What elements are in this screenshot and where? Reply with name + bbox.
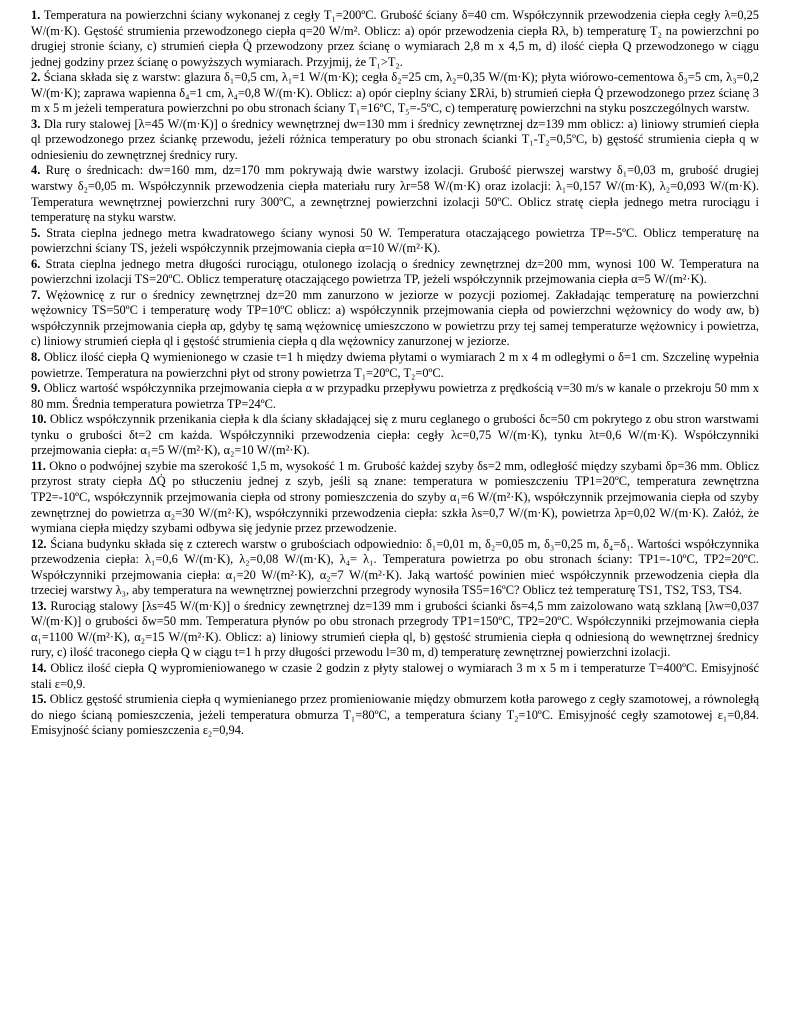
problem-number: 13. (31, 598, 47, 613)
problem-text: Oblicz ilość ciepła Q wypromieniowanego w czasie 2 godzin z płyty stalowej o wymiarach 3 m x 5 m i temperaturze T=400ºC. Emisyjność stali ε=0,9. (31, 660, 759, 691)
problem-item (31, 599, 759, 661)
problem-item (31, 117, 759, 164)
problem-text: Oblicz gęstość strumienia ciepła q wymienianego przez promieniowanie między obmurzem kotła parowego z cegły szamotowej, a równoległą do niego ścianą pomieszczenia, jeżeli temperatura obmurza T₁=80ºC, a temperatura ściany T₂=10ºC. Emisyjność cegły szamotowej ε₁=0,84. Emisyjność ściany pomieszczenia ε₂=0,94. (31, 692, 759, 738)
problem-text: Oblicz wartość współczynnika przejmowania ciepła α w przypadku przepływu powietrza z prędkością v=30 m/s w kanale o przekroju 50 mm x 80 mm. Średnia temperatura powietrza TP=24ºC. (31, 381, 759, 411)
problem-item (31, 661, 759, 692)
problem-number: 1. (31, 8, 41, 22)
problem-number: 9. (31, 381, 41, 396)
problem-item (31, 381, 759, 412)
problem-item (31, 163, 759, 225)
problem-item (31, 412, 759, 459)
problem-text: Temperatura na powierzchni ściany wykonanej z cegły T₁=200ºC. Grubość ściany δ=40 cm. Współczynnik przewodzenia ciepła cegły λ=0,25 W/(m·K). Gęstość strumienia przewodzonego ciepła q=20 W/m². Oblicz: a) opór przewodzenia ciepła Rλ, b) temperaturę T₂ na powierzchni po drugiej stronie ściany, c) strumień ciepła Q̇ przewodzony przez ścianę o wymiarach 2,8 m x 4,5 m, d) ilość ciepła Q przewodzonego w ciągu jednej godziny przez ścianę o powyższych wymiarach. Przyjmij, że T₁>T₂. (31, 8, 760, 69)
problem-text: Okno o podwójnej szybie ma szerokość 1,5 m, wysokość 1 m. Grubość każdej szyby δs=2 mm, odległość między szybami δp=36 mm. Oblicz przyrost straty ciepła ΔQ̇ po stłuczeniu jednej z szyb, jeśli są znane: temperatura w pomieszczeniu TP1=20ºC, temperatura zewnętrzna TP2=-10ºC, współczynnik przejmowania ciepła od strony pomieszczenia do szyby α₁=6 W/(m²·K), współczynnik przejmowania ciepła od szyby zewnętrznej do powietrza α₂=30 W/(m²·K), współczynniki przewodzenia ciepła: szkła λs=0,7 W/(m·K), powietrza λp=0,02 W/(m·K). Załóż, że wymiana ciepła między szybami odbywa się jedynie przez przewodzenie. (31, 458, 759, 536)
problem-text: Rurę o średnicach: dw=160 mm, dz=170 mm pokrywają dwie warstwy izolacji. Grubość pierwszej warstwy δ₁=0,03 m, grubość drugiej warstwy δ₂=0,05 m. Współczynnik przewodzenia ciepła materiału rury λr=58 W/(m·K) oraz izolacji: λ₁=0,157 W/(m·K), λ₂=0,093 W/(m·K). Temperatura wewnętrznej powierzchni rury 300ºC, a zewnętrznej powierzchni izolacji 50ºC. Oblicz stratę ciepła jednego metra rurociągu i temperaturę na styku warstw. (31, 163, 759, 225)
problem-number: 8. (31, 350, 41, 365)
problem-text: Rurociąg stalowy [λs=45 W/(m·K)] o średnicy zewnętrznej dz=139 mm i grubości ścianki δs=4,5 mm zaizolowano watą szklaną [λw=0,037 W/(m·K)] o grubości δw=50 mm. Temperatura płynów po obu stronach przegrody TP1=150ºC, TP2=20ºC. Współczynniki przejmowania ciepła α₁=1100 W/(m²·K), α₂=15 W/(m²·K). Oblicz: a) liniowy strumień ciepła ql, b) gęstość strumienia ciepła q odniesioną do wewnętrznej średnicy rury, c) ilość traconego ciepła Q w ciągu t=1 h przy długości przewodu l=30 m, d) temperaturę zewnętrznej powierzchni izolacji. (31, 598, 759, 660)
problem-number: 14. (31, 660, 47, 675)
problem-text: Strata cieplna jednego metra kwadratowego ściany wynosi 50 W. Temperatura otaczającego powietrza TP=-5ºC. Oblicz temperaturę na powierzchni ściany TS, jeżeli współczynnik przejmowania ciepła α=10 W/(m²·K). (31, 225, 759, 256)
problem-number: 10. (31, 412, 47, 427)
problem-list (31, 8, 759, 739)
problem-number: 2. (31, 70, 41, 85)
problem-number: 3. (31, 116, 41, 131)
problem-number: 7. (31, 287, 41, 302)
problem-number: 12. (31, 536, 47, 551)
problem-text: Strata cieplna jednego metra długości rurociągu, otulonego izolacją o średnicy zewnętrznej dz=200 mm, wynosi 100 W. Temperatura na powierzchni izolacji TS=20ºC. Oblicz temperaturę otaczającego powietrza TP, jeżeli współczynnik przejmowania ciepła α=5 W/(m²·K). (31, 256, 759, 287)
problem-number: 5. (31, 225, 41, 240)
problem-text: Oblicz ilość ciepła Q wymienionego w czasie t=1 h między dwiema płytami o wymiarach 2 m x 4 m odległymi o δ=1 cm. Szczelinę wypełnia powietrze. Temperatura na powierzchni płyt od strony powietrza T₁=20ºC, T₂=0ºC. (31, 350, 759, 380)
problem-item (31, 537, 759, 599)
problem-item (31, 8, 759, 70)
problem-number: 15. (31, 692, 47, 707)
problem-number: 6. (31, 256, 41, 271)
problem-item (31, 70, 759, 117)
problem-item (31, 692, 759, 739)
problem-text: Wężownicę z rur o średnicy zewnętrznej dz=20 mm zanurzono w jeziorze w pozycji poziomej. Zakładając temperaturę na powierzchni wężownicy TS=50ºC i temperaturę wody TP=10ºC oblicz: a) współczynnik przejmowania ciepła od powierzchni wężownicy do wody αw, b) współczynnik przejmowania ciepła αp, gdyby tę samą wężownicę umieszczono w powietrzu przy tej samej temperaturze wężownicy i powietrza, c) liniowy strumień ciepła ql i gęstość strumienia ciepła q dla wężownicy zanurzonej w jeziorze. (31, 287, 759, 349)
problem-item (31, 459, 759, 537)
problem-item (31, 350, 759, 381)
problem-text: Dla rury stalowej [λ=45 W/(m·K)] o średnicy wewnętrznej dw=130 mm i średnicy zewnętrznej dz=139 mm oblicz: a) liniowy strumień ciepła ql przewodzonego przez ściankę przewodu, jeżeli różnica temperatury po obu stronach ścianki T₁-T₂=0,5ºC, b) gęstość strumienia ciepła q w odniesieniu do zewnętrznej średnicy rury. (31, 116, 759, 162)
problem-text: Ściana składa się z warstw: glazura δ₁=0,5 cm, λ₁=1 W/(m·K); cegła δ₂=25 cm, λ₂=0,35 W/(m·K); płyta wiórowo-cementowa δ₃=5 cm, λ₃=0,2 W/(m·K); zaprawa wapienna δ₄=1 cm, λ₄=0,8 W/(m·K). Oblicz: a) opór cieplny ściany ΣRλi, b) strumień ciepła Q̇ przewodzonego przez ścianę 3 m x 5 m jeżeli temperatura powierzchni po obu stronach ściany T₁=16ºC, T₅=-5ºC, c) temperaturę powierzchni na styku poszczególnych warstw. (31, 70, 759, 116)
problem-item (31, 257, 759, 288)
problem-number: 11. (31, 458, 46, 473)
problem-text: Ściana budynku składa się z czterech warstw o grubościach odpowiednio: δ₁=0,01 m, δ₂=0,05 m, δ₃=0,25 m, δ₄=δ₁. Wartości współczynnika przewodzenia ciepła: λ₁=0,6 W/(m·K), λ₂=0,08 W/(m·K), λ₄= λ₁. Temperatura powietrza po obu stronach ściany: TP1=-10ºC, TP2=20ºC. Współczynniki przejmowania ciepła: α₁=20 W/(m²·K), α₂=7 W/(m²·K). Jaką wartość powinien mieć współczynnik przewodzenia ciepła dla trzeciej warstwy λ₃, aby temperatura na wewnętrznej powierzchni przegrody wynosiła TS5=16ºC? Oblicz też temperaturę TS1, TS2, TS3, TS4. (31, 536, 759, 598)
problem-item (31, 226, 759, 257)
problem-text: Oblicz współczynnik przenikania ciepła k dla ściany składającej się z muru ceglanego o grubości δc=50 cm pokrytego z obu stron warstwami tynku o grubości δt=2 cm każda. Współczynniki przewodzenia ciepła: cegły λc=0,75 W/(m·K), tynku λt=0,6 W/(m·K). Współczynniki przejmowania ciepła: α₁=5 W/(m²·K), α₂=10 W/(m²·K). (31, 412, 759, 458)
problem-number: 4. (31, 163, 41, 178)
problem-item (31, 288, 759, 350)
